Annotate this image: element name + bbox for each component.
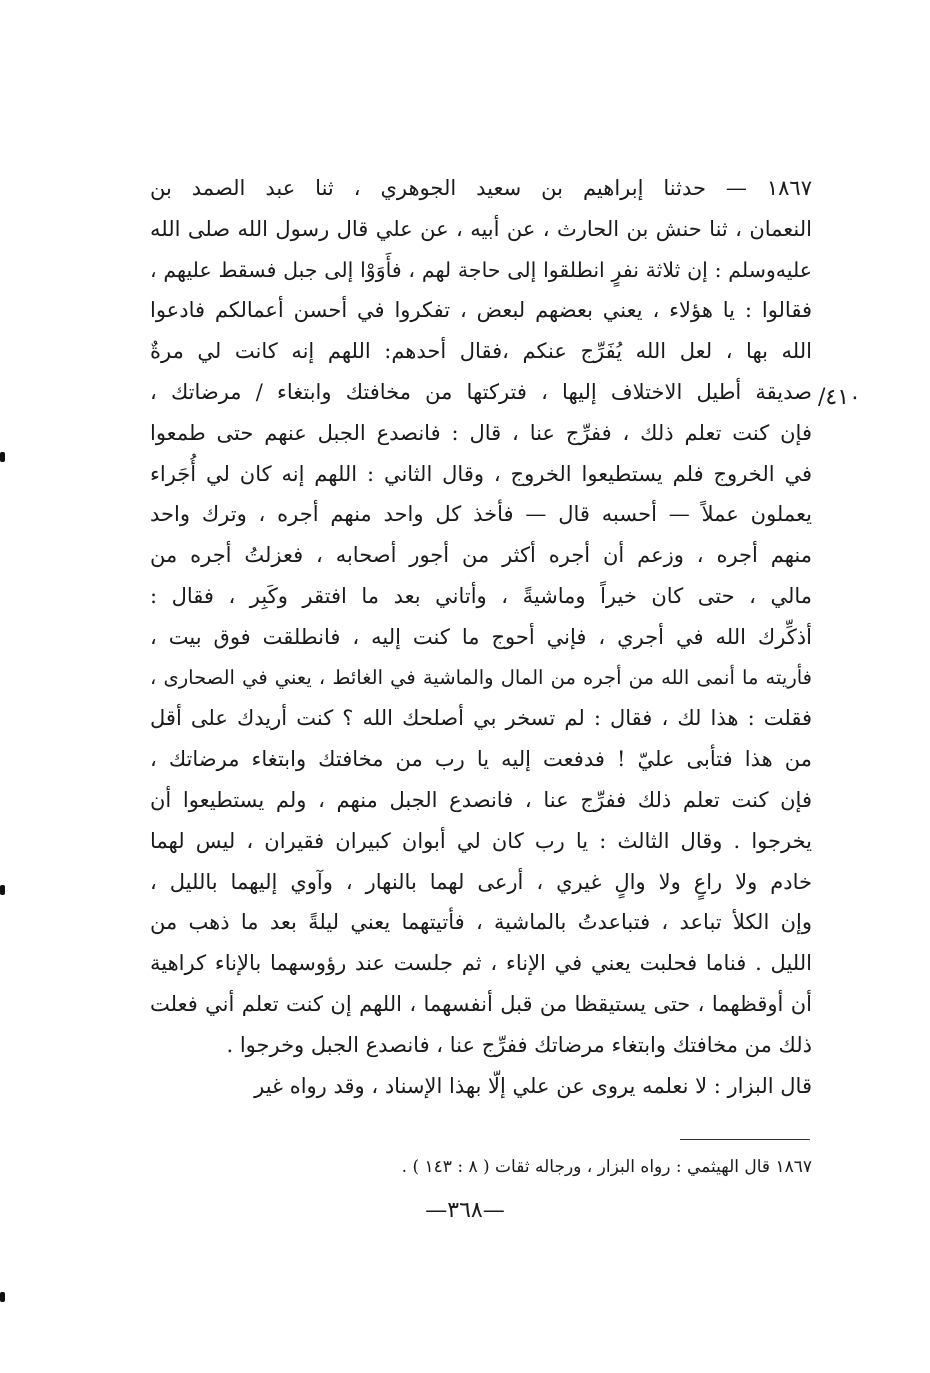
scan-margin-mark [0,1292,5,1302]
text-line: النعمان ، ثنا حنش بن الحارث ، عن أبيه ، عن علي قال رسول الله صلى الله [150,216,812,241]
text-line: من هذا فتأبى عليّ ! فدفعت إليه يا رب من مخافتك وابتغاء مرضاتك ، [150,747,812,772]
text-line: مالي ، حتى كان خيراً وماشيةً ، وأتاني بعد ما افتقر وكَبِر ، فقال : [150,583,812,608]
text-line: فأريته ما أنمى الله من أجره من المال والماشية في الغائط ، يعني في الصحارى ، [150,665,812,689]
text-line: أن أوقظهما ، حتى يستيقظا من قبل أنفسهما ، اللهم إن كنت تعلم أني فعلت [150,991,812,1016]
page-number: —٣٦٨— [425,1198,505,1223]
text-line: صديقة أطيل الاختلاف إليها ، فتركتها من مخافتك وابتغاء / مرضاتك ، [150,379,812,404]
margin-page-marker: ٤١٠/ [818,385,861,410]
text-line: منهم أجره ، وزعم أن أجره أكثر من أجور أصحابه ، فعزلتُ أجره من [150,543,812,568]
text-line: الليل . فناما فحلبت يعني في الإناء ، ثم جلست عند رؤوسهما بالإناء كراهية [150,951,812,976]
text-line: فقالوا : يا هؤلاء ، يعني بعضهم لبعض ، تفكروا في أحسن أعمالكم فادعوا [150,298,812,323]
text-line: ذلك من مخافتك وابتغاء مرضاتك ففرِّج عنا ، فانصدع الجبل وخرجوا . [226,1032,812,1057]
text-line: فإن كنت تعلم ذلك ، ففرِّج عنا ، قال : فانصدع الجبل عنهم حتى طمعوا [150,420,812,445]
text-line: يخرجوا . وقال الثالث : يا رب كان لي أبوان كبيران فقيران ، ليس لهما [150,828,812,853]
text-line: ١٨٦٧ — حدثنا إبراهيم بن سعيد الجوهري ، ثنا عبد الصمد بن [150,176,812,200]
text-line: فقلت : هذا لك ، فقال : لم تسخر بي أصلحك الله ؟ كنت أريدك على أقل [150,706,812,731]
text-line: الله بها ، لعل الله يُفَرِّج عنكم ،فقال أحدهم: اللهم إنه كانت لي مرةٌ [150,339,812,364]
text-line: عليه‌وسلم : إن ثلاثة نفرٍ انطلقوا إلى حاجة لهم ، فأَوَوْا إلى جبل فسقط عليهم ، [150,257,812,282]
scan-margin-mark [0,452,5,462]
text-line: أذكِّرك الله في أجري ، فإني أحوج ما كنت إليه ، فانطلقت فوق بيت ، [150,624,812,649]
text-line: فإن كنت تعلم ذلك ففرِّج عنا ، فانصدع الجبل منهم ، ولم يستطيعوا أن [150,787,812,812]
text-line: قال البزار : لا نعلمه يروى عن علي إلّا بهذا الإسناد ، وقد رواه غير [254,1073,812,1098]
text-line: يعملون عملاً — أحسبه قال — فأخذ كل واحد منهم أجره ، وترك واحد [150,502,812,527]
hadith-text-body [150,168,812,1106]
footnote: ١٨٦٧ قال الهيثمي : رواه البزار ، ورجاله ثقات ( ٨ : ١٤٣ ) . [401,1157,812,1177]
text-line: وإن الكلأ تباعد ، فتباعدتُ بالماشية ، فأتيتهما يعني ليلةً بعد ما ذهب من [150,910,812,935]
text-line: خادم ولا راعٍ ولا والٍ غيري ، أرعى لهما بالنهار ، وآوي إليهما بالليل ، [150,869,812,894]
footnote-separator [680,1139,810,1140]
text-line: في الخروج فلم يستطيعوا الخروج ، وقال الثاني : اللهم إنه كان لي أُجَراء [150,461,812,486]
scan-margin-mark [0,885,5,895]
